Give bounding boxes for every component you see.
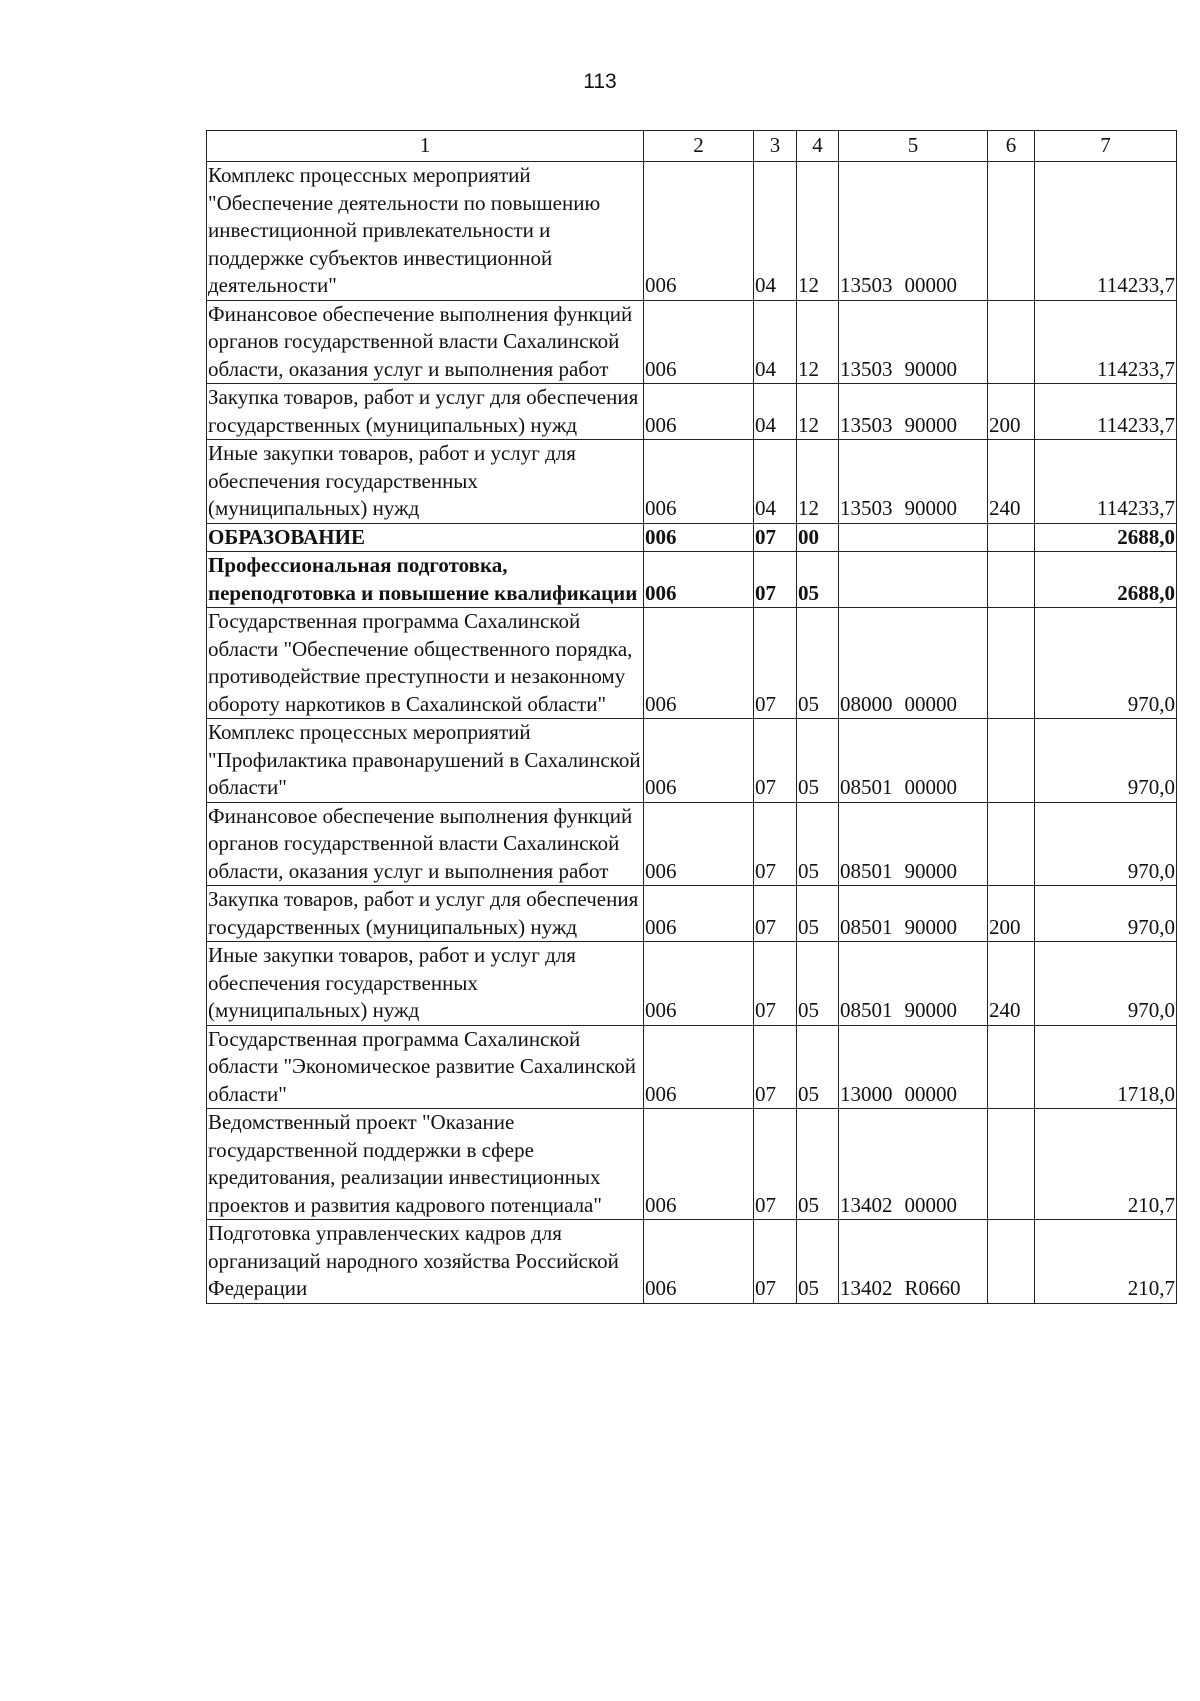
table-row xyxy=(207,162,1177,301)
row-name-cell: Закупка товаров, работ и услуг для обеспечения государственных (муниципальных) нужд xyxy=(207,886,644,942)
row-amount-cell: 2688,0 xyxy=(1035,523,1177,552)
row-name-cell: Комплекс процессных мероприятий "Профилактика правонарушений в Сахалинской области" xyxy=(207,719,644,803)
table-row xyxy=(207,1025,1177,1109)
table-row xyxy=(207,942,1177,1026)
header-col-3: 3 xyxy=(754,131,797,162)
row-name-cell: Финансовое обеспечение выполнения функций органов государственной власти Сахалинской области, оказания услуг и выполнения работ xyxy=(207,300,644,384)
row-subsection-cell: 05 xyxy=(797,802,839,886)
row-article-direction: 90000 xyxy=(904,858,957,883)
table-row xyxy=(207,440,1177,524)
row-expense-type-cell xyxy=(988,552,1035,608)
row-subsection-cell: 05 xyxy=(797,1025,839,1109)
row-article-cell xyxy=(839,384,988,440)
row-article-cell xyxy=(839,802,988,886)
row-section-cell: 07 xyxy=(754,1025,797,1109)
row-article-cell xyxy=(839,942,988,1026)
row-amount-cell: 1718,0 xyxy=(1035,1025,1177,1109)
row-article-cell xyxy=(839,300,988,384)
row-section-cell: 04 xyxy=(754,384,797,440)
row-article-cell xyxy=(839,1025,988,1109)
row-section-cell: 07 xyxy=(754,552,797,608)
row-article-cell xyxy=(839,552,988,608)
row-code-cell: 006 xyxy=(644,300,754,384)
row-section-cell: 07 xyxy=(754,942,797,1026)
row-amount-cell: 114233,7 xyxy=(1035,162,1177,301)
header-col-2: 2 xyxy=(644,131,754,162)
table-row xyxy=(207,552,1177,608)
row-article-cell xyxy=(839,162,988,301)
row-section-cell: 04 xyxy=(754,440,797,524)
row-section-cell: 07 xyxy=(754,886,797,942)
row-section-cell: 07 xyxy=(754,1220,797,1304)
row-article-direction: 90000 xyxy=(904,496,957,520)
row-code-cell: 006 xyxy=(644,802,754,886)
row-article-direction: 90000 xyxy=(904,412,957,437)
row-article-program: 13000 xyxy=(840,1081,893,1106)
row-section-cell: 07 xyxy=(754,523,797,552)
row-subsection-cell: 00 xyxy=(797,523,839,552)
row-article-cell xyxy=(839,719,988,803)
page-number: 113 xyxy=(583,70,617,93)
header-col-6: 6 xyxy=(988,131,1035,162)
row-expense-type-cell xyxy=(988,802,1035,886)
row-expense-type-cell: 240 xyxy=(988,942,1035,1026)
row-code-cell: 006 xyxy=(644,1220,754,1304)
table-header-row xyxy=(207,131,1177,162)
row-article-direction: 00000 xyxy=(904,1192,957,1217)
row-article-program: 08000 xyxy=(840,691,893,716)
row-amount-cell: 970,0 xyxy=(1035,886,1177,942)
row-name-cell: Комплекс процессных мероприятий "Обеспечение деятельности по повышению инвестиционной привлекательности и поддержке субъектов инвестиционной деятельности" xyxy=(207,162,644,301)
row-amount-cell: 114233,7 xyxy=(1035,384,1177,440)
row-article-cell xyxy=(839,1109,988,1220)
budget-table xyxy=(206,130,1177,1304)
row-amount-cell: 970,0 xyxy=(1035,942,1177,1026)
header-col-1: 1 xyxy=(207,131,644,162)
row-subsection-cell: 12 xyxy=(797,162,839,301)
row-article-direction: 90000 xyxy=(904,998,957,1022)
row-expense-type-cell xyxy=(988,608,1035,719)
row-name-cell: Государственная программа Сахалинской области "Экономическое развитие Сахалинской области" xyxy=(207,1025,644,1109)
row-section-cell: 07 xyxy=(754,802,797,886)
row-article-direction: 90000 xyxy=(904,914,957,939)
table-row xyxy=(207,1109,1177,1220)
table-row xyxy=(207,384,1177,440)
row-subsection-cell: 05 xyxy=(797,608,839,719)
row-article-cell xyxy=(839,886,988,942)
table-row xyxy=(207,886,1177,942)
table-row xyxy=(207,608,1177,719)
row-amount-cell: 970,0 xyxy=(1035,608,1177,719)
row-article-program: 08501 xyxy=(840,998,893,1022)
row-section-cell: 07 xyxy=(754,719,797,803)
row-name-cell: Профессиональная подготовка, переподготовка и повышение квалификации xyxy=(207,552,644,608)
row-name-cell: ОБРАЗОВАНИЕ xyxy=(207,523,644,552)
row-article-cell xyxy=(839,608,988,719)
row-subsection-cell: 05 xyxy=(797,886,839,942)
row-article-program: 08501 xyxy=(840,775,893,799)
row-article-direction: 00000 xyxy=(904,1081,957,1106)
row-name-cell: Ведомственный проект "Оказание государственной поддержки в сфере кредитования, реализации инвестиционных проектов и развития кадрового потенциала" xyxy=(207,1109,644,1220)
row-article-cell xyxy=(839,440,988,524)
header-col-4: 4 xyxy=(797,131,839,162)
row-article-direction: 00000 xyxy=(904,691,957,716)
header-col-7: 7 xyxy=(1035,131,1177,162)
row-expense-type-cell xyxy=(988,1109,1035,1220)
row-article-direction: 00000 xyxy=(904,273,957,297)
row-article-program: 13503 xyxy=(840,412,893,437)
row-amount-cell: 970,0 xyxy=(1035,719,1177,803)
row-name-cell: Государственная программа Сахалинской области "Обеспечение общественного порядка, противодействие преступности и незаконному обороту наркотиков в Сахалинской области" xyxy=(207,608,644,719)
header-col-5: 5 xyxy=(839,131,988,162)
row-code-cell: 006 xyxy=(644,1109,754,1220)
table-row xyxy=(207,523,1177,552)
row-subsection-cell: 05 xyxy=(797,1109,839,1220)
row-code-cell: 006 xyxy=(644,942,754,1026)
row-expense-type-cell: 240 xyxy=(988,440,1035,524)
table-row xyxy=(207,1220,1177,1304)
row-code-cell: 006 xyxy=(644,162,754,301)
row-expense-type-cell: 200 xyxy=(988,886,1035,942)
row-code-cell: 006 xyxy=(644,1025,754,1109)
row-subsection-cell: 05 xyxy=(797,1220,839,1304)
budget-table-body xyxy=(207,131,1177,1304)
row-subsection-cell: 12 xyxy=(797,384,839,440)
row-code-cell: 006 xyxy=(644,440,754,524)
row-expense-type-cell xyxy=(988,162,1035,301)
row-expense-type-cell: 200 xyxy=(988,384,1035,440)
row-article-program: 13503 xyxy=(840,273,893,297)
row-amount-cell: 114233,7 xyxy=(1035,300,1177,384)
row-article-direction: R0660 xyxy=(904,1276,961,1300)
row-article-cell xyxy=(839,1220,988,1304)
row-code-cell: 006 xyxy=(644,886,754,942)
row-subsection-cell: 05 xyxy=(797,552,839,608)
row-subsection-cell: 12 xyxy=(797,300,839,384)
row-code-cell: 006 xyxy=(644,384,754,440)
row-article-program: 08501 xyxy=(840,858,893,883)
row-subsection-cell: 12 xyxy=(797,440,839,524)
row-expense-type-cell xyxy=(988,719,1035,803)
row-amount-cell: 114233,7 xyxy=(1035,440,1177,524)
row-code-cell: 006 xyxy=(644,719,754,803)
row-amount-cell: 210,7 xyxy=(1035,1220,1177,1304)
row-section-cell: 04 xyxy=(754,300,797,384)
row-article-program: 13503 xyxy=(840,356,893,381)
row-subsection-cell: 05 xyxy=(797,942,839,1026)
row-article-cell xyxy=(839,523,988,552)
row-code-cell: 006 xyxy=(644,552,754,608)
row-section-cell: 07 xyxy=(754,608,797,719)
row-subsection-cell: 05 xyxy=(797,719,839,803)
table-row xyxy=(207,300,1177,384)
row-article-program: 13402 xyxy=(840,1276,893,1300)
row-article-program: 13503 xyxy=(840,496,893,520)
row-expense-type-cell xyxy=(988,523,1035,552)
row-section-cell: 07 xyxy=(754,1109,797,1220)
row-name-cell: Финансовое обеспечение выполнения функций органов государственной власти Сахалинской области, оказания услуг и выполнения работ xyxy=(207,802,644,886)
row-code-cell: 006 xyxy=(644,523,754,552)
row-expense-type-cell xyxy=(988,1025,1035,1109)
row-expense-type-cell xyxy=(988,1220,1035,1304)
row-amount-cell: 970,0 xyxy=(1035,802,1177,886)
table-row xyxy=(207,719,1177,803)
table-row xyxy=(207,802,1177,886)
row-amount-cell: 2688,0 xyxy=(1035,552,1177,608)
row-name-cell: Закупка товаров, работ и услуг для обеспечения государственных (муниципальных) нужд xyxy=(207,384,644,440)
row-article-direction: 00000 xyxy=(904,775,957,799)
row-article-program: 13402 xyxy=(840,1192,893,1217)
row-code-cell: 006 xyxy=(644,608,754,719)
row-name-cell: Иные закупки товаров, работ и услуг для обеспечения государственных (муниципальных) нужд xyxy=(207,942,644,1026)
row-name-cell: Иные закупки товаров, работ и услуг для обеспечения государственных (муниципальных) нужд xyxy=(207,440,644,524)
row-expense-type-cell xyxy=(988,300,1035,384)
row-section-cell: 04 xyxy=(754,162,797,301)
row-amount-cell: 210,7 xyxy=(1035,1109,1177,1220)
row-name-cell: Подготовка управленческих кадров для организаций народного хозяйства Российской Федерации xyxy=(207,1220,644,1304)
row-article-program: 08501 xyxy=(840,914,893,939)
row-article-direction: 90000 xyxy=(904,356,957,381)
